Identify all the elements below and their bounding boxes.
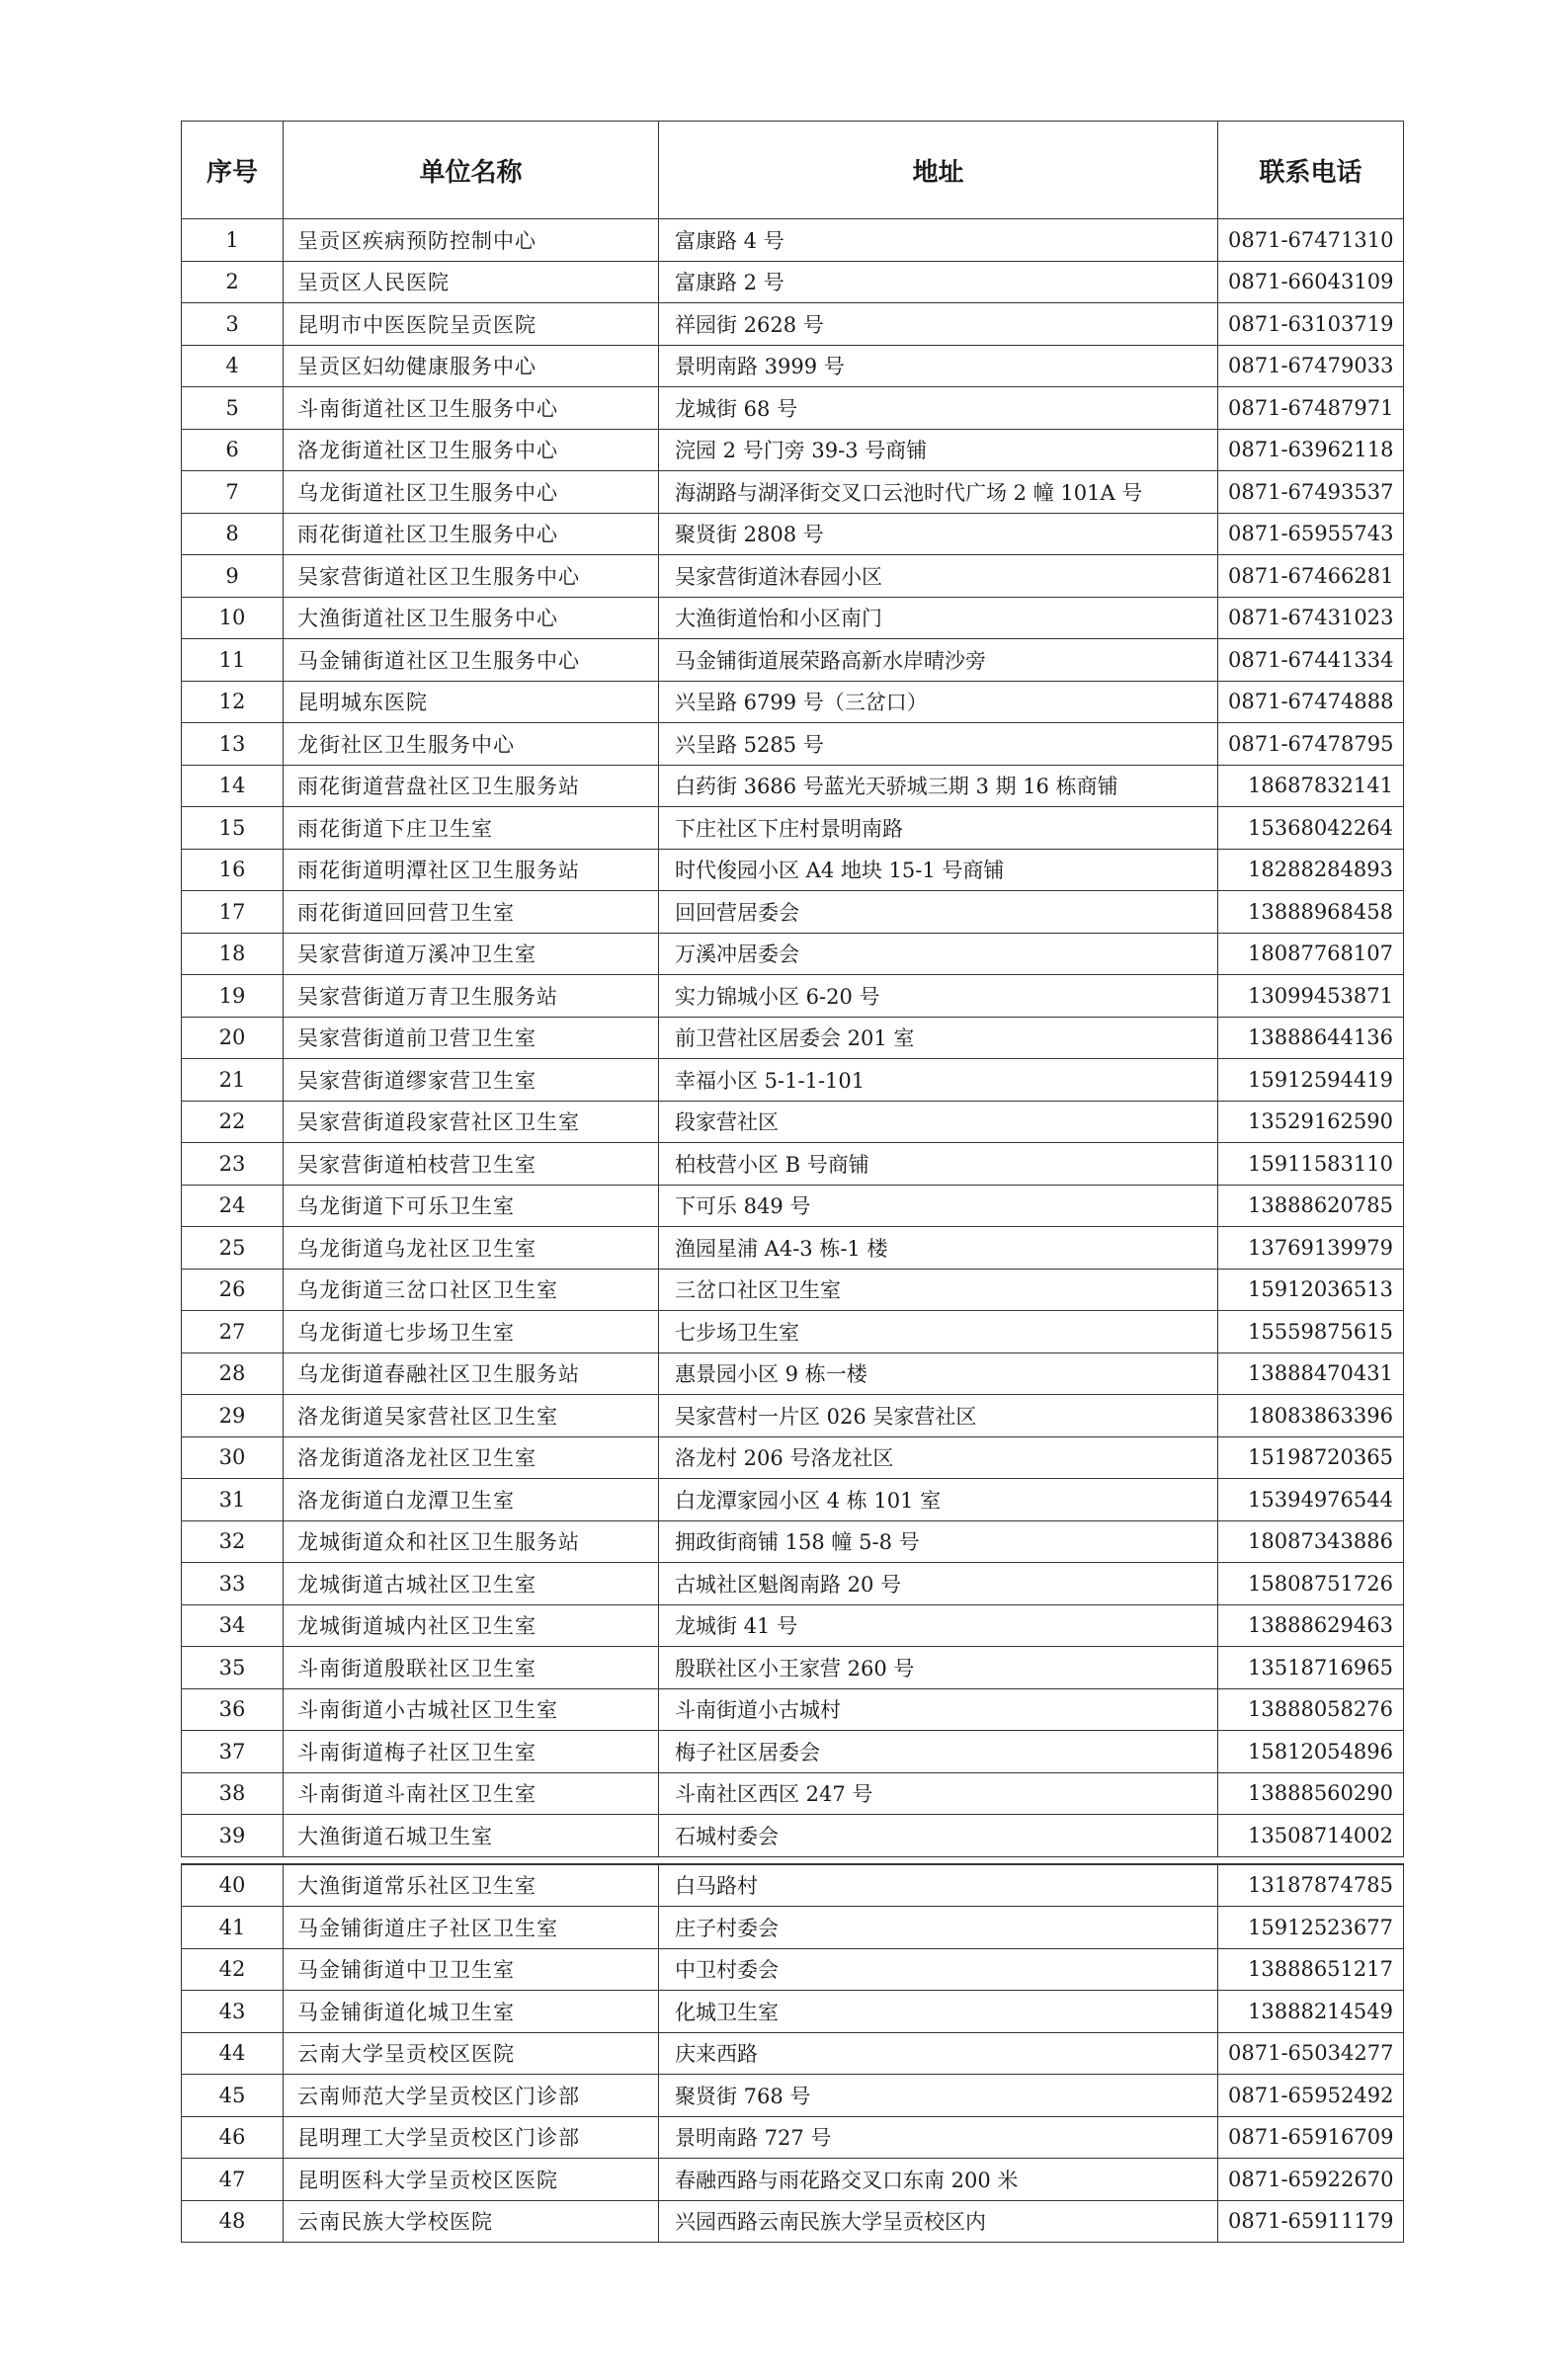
cell-name: 呈贡区疾病预防控制中心 <box>284 219 659 262</box>
cell-name: 呈贡区人民医院 <box>284 261 659 303</box>
cell-no: 42 <box>182 1948 284 1991</box>
cell-phone: 0871-67441334 <box>1218 639 1404 682</box>
table-row <box>182 261 1404 303</box>
cell-no: 35 <box>182 1647 284 1689</box>
table-row <box>182 1991 1404 2033</box>
cell-no: 32 <box>182 1520 284 1563</box>
cell-no: 48 <box>182 2200 284 2243</box>
cell-address: 白龙潭家园小区 4 栋 101 室 <box>659 1479 1218 1521</box>
cell-name: 大渔街道常乐社区卫生室 <box>284 1864 659 1907</box>
cell-phone: 0871-65911179 <box>1218 2200 1404 2243</box>
cell-address: 三岔口社区卫生室 <box>659 1269 1218 1311</box>
cell-address: 春融西路与雨花路交叉口东南 200 米 <box>659 2159 1218 2201</box>
cell-phone: 13888058276 <box>1218 1688 1404 1731</box>
cell-name: 雨花街道明潭社区卫生服务站 <box>284 849 659 891</box>
cell-no: 27 <box>182 1311 284 1353</box>
table-row <box>182 429 1404 471</box>
cell-no: 9 <box>182 555 284 598</box>
cell-name: 昆明理工大学呈贡校区门诊部 <box>284 2116 659 2159</box>
cell-no: 31 <box>182 1479 284 1521</box>
table-body <box>182 219 1404 2243</box>
cell-name: 斗南街道殷联社区卫生室 <box>284 1647 659 1689</box>
cell-address: 景明南路 727 号 <box>659 2116 1218 2159</box>
cell-name: 雨花街道下庄卫生室 <box>284 807 659 850</box>
table-row <box>182 1647 1404 1689</box>
table-row <box>182 471 1404 514</box>
gap-cell <box>182 1856 1404 1864</box>
cell-name: 吴家营街道缪家营卫生室 <box>284 1059 659 1102</box>
cell-phone: 13888620785 <box>1218 1185 1404 1227</box>
cell-address: 吴家营村一片区 026 吴家营社区 <box>659 1395 1218 1437</box>
table-row <box>182 1352 1404 1395</box>
cell-no: 10 <box>182 597 284 639</box>
cell-name: 吴家营街道社区卫生服务中心 <box>284 555 659 598</box>
cell-address: 回回营居委会 <box>659 891 1218 934</box>
cell-phone: 15808751726 <box>1218 1563 1404 1605</box>
cell-phone: 0871-65952492 <box>1218 2075 1404 2117</box>
cell-phone: 0871-67479033 <box>1218 345 1404 387</box>
table-row <box>182 2200 1404 2243</box>
table-row <box>182 1563 1404 1605</box>
cell-address: 大渔街道怡和小区南门 <box>659 597 1218 639</box>
cell-phone: 13888629463 <box>1218 1604 1404 1647</box>
cell-address: 前卫营社区居委会 201 室 <box>659 1017 1218 1059</box>
cell-address: 斗南街道小古城村 <box>659 1688 1218 1731</box>
cell-name: 雨花街道营盘社区卫生服务站 <box>284 765 659 807</box>
cell-no: 20 <box>182 1017 284 1059</box>
cell-no: 19 <box>182 975 284 1018</box>
cell-phone: 0871-63103719 <box>1218 303 1404 346</box>
table-row <box>182 1101 1404 1143</box>
institution-table-wrapper <box>181 121 1403 2243</box>
cell-address: 龙城街 68 号 <box>659 387 1218 430</box>
table-header-row <box>182 122 1404 219</box>
cell-address: 下庄社区下庄村景明南路 <box>659 807 1218 850</box>
cell-no: 13 <box>182 723 284 766</box>
cell-phone: 13187874785 <box>1218 1864 1404 1907</box>
table-row <box>182 1395 1404 1437</box>
cell-no: 22 <box>182 1101 284 1143</box>
cell-address: 白药街 3686 号蓝光天骄城三期 3 期 16 栋商铺 <box>659 765 1218 807</box>
cell-no: 18 <box>182 933 284 975</box>
cell-phone: 18087768107 <box>1218 933 1404 975</box>
cell-no: 1 <box>182 219 284 262</box>
table-row <box>182 933 1404 975</box>
institution-table <box>181 121 1404 2243</box>
cell-no: 2 <box>182 261 284 303</box>
table-row <box>182 1185 1404 1227</box>
cell-name: 马金铺街道庄子社区卫生室 <box>284 1907 659 1949</box>
cell-address: 渔园星浦 A4-3 栋-1 楼 <box>659 1227 1218 1270</box>
cell-name: 吴家营街道万溪冲卫生室 <box>284 933 659 975</box>
cell-address: 柏枝营小区 B 号商铺 <box>659 1143 1218 1186</box>
header-phone: 联系电话 <box>1218 122 1404 219</box>
cell-no: 7 <box>182 471 284 514</box>
cell-name: 洛龙街道社区卫生服务中心 <box>284 429 659 471</box>
cell-name: 雨花街道社区卫生服务中心 <box>284 513 659 555</box>
cell-name: 斗南街道小古城社区卫生室 <box>284 1688 659 1731</box>
cell-no: 15 <box>182 807 284 850</box>
cell-phone: 0871-65034277 <box>1218 2032 1404 2075</box>
cell-name: 大渔街道社区卫生服务中心 <box>284 597 659 639</box>
cell-no: 12 <box>182 681 284 723</box>
cell-name: 乌龙街道下可乐卫生室 <box>284 1185 659 1227</box>
cell-address: 兴呈路 5285 号 <box>659 723 1218 766</box>
cell-address: 下可乐 849 号 <box>659 1185 1218 1227</box>
table-row <box>182 723 1404 766</box>
cell-phone: 18087343886 <box>1218 1520 1404 1563</box>
cell-name: 大渔街道石城卫生室 <box>284 1815 659 1857</box>
table-row <box>182 303 1404 346</box>
cell-phone: 0871-65955743 <box>1218 513 1404 555</box>
table-row <box>182 1948 1404 1991</box>
cell-name: 昆明医科大学呈贡校区医院 <box>284 2159 659 2201</box>
table-row <box>182 555 1404 598</box>
cell-address: 殷联社区小王家营 260 号 <box>659 1647 1218 1689</box>
cell-address: 聚贤街 2808 号 <box>659 513 1218 555</box>
cell-address: 兴呈路 6799 号（三岔口） <box>659 681 1218 723</box>
table-row <box>182 1520 1404 1563</box>
cell-no: 44 <box>182 2032 284 2075</box>
cell-address: 实力锦城小区 6-20 号 <box>659 975 1218 1018</box>
cell-address: 万溪冲居委会 <box>659 933 1218 975</box>
cell-phone: 15368042264 <box>1218 807 1404 850</box>
cell-no: 4 <box>182 345 284 387</box>
cell-phone: 0871-67431023 <box>1218 597 1404 639</box>
header-name: 单位名称 <box>284 122 659 219</box>
table-row <box>182 849 1404 891</box>
cell-no: 39 <box>182 1815 284 1857</box>
table-row <box>182 1731 1404 1773</box>
header-address: 地址 <box>659 122 1218 219</box>
cell-no: 45 <box>182 2075 284 2117</box>
cell-phone: 15912036513 <box>1218 1269 1404 1311</box>
cell-no: 40 <box>182 1864 284 1907</box>
cell-name: 龙街社区卫生服务中心 <box>284 723 659 766</box>
cell-phone: 15911583110 <box>1218 1143 1404 1186</box>
cell-address: 富康路 2 号 <box>659 261 1218 303</box>
table-row <box>182 807 1404 850</box>
cell-address: 中卫村委会 <box>659 1948 1218 1991</box>
cell-name: 乌龙街道七步场卫生室 <box>284 1311 659 1353</box>
cell-address: 洛龙村 206 号洛龙社区 <box>659 1436 1218 1479</box>
cell-address: 斗南社区西区 247 号 <box>659 1772 1218 1815</box>
cell-no: 30 <box>182 1436 284 1479</box>
cell-phone: 15394976544 <box>1218 1479 1404 1521</box>
table-row <box>182 1311 1404 1353</box>
cell-name: 斗南街道斗南社区卫生室 <box>284 1772 659 1815</box>
table-row <box>182 1772 1404 1815</box>
cell-no: 14 <box>182 765 284 807</box>
table-row <box>182 639 1404 682</box>
cell-address: 吴家营街道沐春园小区 <box>659 555 1218 598</box>
cell-no: 46 <box>182 2116 284 2159</box>
cell-no: 21 <box>182 1059 284 1102</box>
table-row <box>182 387 1404 430</box>
table-row <box>182 1017 1404 1059</box>
cell-address: 段家营社区 <box>659 1101 1218 1143</box>
cell-address: 龙城街 41 号 <box>659 1604 1218 1647</box>
cell-phone: 13888651217 <box>1218 1948 1404 1991</box>
cell-phone: 0871-66043109 <box>1218 261 1404 303</box>
cell-phone: 15812054896 <box>1218 1731 1404 1773</box>
cell-phone: 0871-67493537 <box>1218 471 1404 514</box>
table-row <box>182 2075 1404 2117</box>
table-row <box>182 1436 1404 1479</box>
cell-name: 马金铺街道中卫卫生室 <box>284 1948 659 1991</box>
cell-name: 呈贡区妇幼健康服务中心 <box>284 345 659 387</box>
cell-address: 富康路 4 号 <box>659 219 1218 262</box>
cell-phone: 13099453871 <box>1218 975 1404 1018</box>
table-row <box>182 513 1404 555</box>
table-row <box>182 1059 1404 1102</box>
cell-name: 马金铺街道社区卫生服务中心 <box>284 639 659 682</box>
cell-address: 庆来西路 <box>659 2032 1218 2075</box>
cell-name: 乌龙街道乌龙社区卫生室 <box>284 1227 659 1270</box>
table-row <box>182 765 1404 807</box>
cell-name: 昆明城东医院 <box>284 681 659 723</box>
cell-no: 41 <box>182 1907 284 1949</box>
cell-name: 洛龙街道白龙潭卫生室 <box>284 1479 659 1521</box>
cell-address: 古城社区魁阁南路 20 号 <box>659 1563 1218 1605</box>
cell-phone: 13518716965 <box>1218 1647 1404 1689</box>
cell-name: 龙城街道众和社区卫生服务站 <box>284 1520 659 1563</box>
table-row <box>182 2032 1404 2075</box>
table-row <box>182 345 1404 387</box>
cell-phone: 13888644136 <box>1218 1017 1404 1059</box>
cell-address: 马金铺街道展荣路高新水岸晴沙旁 <box>659 639 1218 682</box>
cell-no: 43 <box>182 1991 284 2033</box>
cell-address: 石城村委会 <box>659 1815 1218 1857</box>
cell-no: 47 <box>182 2159 284 2201</box>
table-row <box>182 1479 1404 1521</box>
cell-no: 8 <box>182 513 284 555</box>
cell-name: 吴家营街道柏枝营卫生室 <box>284 1143 659 1186</box>
cell-address: 梅子社区居委会 <box>659 1731 1218 1773</box>
table-row <box>182 975 1404 1018</box>
cell-no: 29 <box>182 1395 284 1437</box>
cell-address: 海湖路与湖泽街交叉口云池时代广场 2 幢 101A 号 <box>659 471 1218 514</box>
cell-phone: 18687832141 <box>1218 765 1404 807</box>
cell-phone: 18083863396 <box>1218 1395 1404 1437</box>
cell-no: 16 <box>182 849 284 891</box>
table-row <box>182 891 1404 934</box>
cell-no: 5 <box>182 387 284 430</box>
cell-no: 23 <box>182 1143 284 1186</box>
cell-phone: 0871-67487971 <box>1218 387 1404 430</box>
table-row <box>182 219 1404 262</box>
table-row <box>182 681 1404 723</box>
cell-address: 拥政街商铺 158 幢 5-8 号 <box>659 1520 1218 1563</box>
cell-no: 11 <box>182 639 284 682</box>
cell-phone: 15198720365 <box>1218 1436 1404 1479</box>
cell-phone: 13888214549 <box>1218 1991 1404 2033</box>
table-row <box>182 1907 1404 1949</box>
table-row <box>182 597 1404 639</box>
cell-address: 聚贤街 768 号 <box>659 2075 1218 2117</box>
cell-phone: 0871-67478795 <box>1218 723 1404 766</box>
cell-phone: 0871-65916709 <box>1218 2116 1404 2159</box>
cell-no: 36 <box>182 1688 284 1731</box>
cell-name: 洛龙街道洛龙社区卫生室 <box>284 1436 659 1479</box>
cell-address: 庄子村委会 <box>659 1907 1218 1949</box>
cell-no: 3 <box>182 303 284 346</box>
cell-name: 乌龙街道春融社区卫生服务站 <box>284 1352 659 1395</box>
cell-name: 斗南街道梅子社区卫生室 <box>284 1731 659 1773</box>
cell-phone: 18288284893 <box>1218 849 1404 891</box>
cell-name: 吴家营街道段家营社区卫生室 <box>284 1101 659 1143</box>
cell-no: 37 <box>182 1731 284 1773</box>
table-row <box>182 1815 1404 1857</box>
cell-no: 28 <box>182 1352 284 1395</box>
table-row <box>182 1688 1404 1731</box>
cell-phone: 0871-65922670 <box>1218 2159 1404 2201</box>
cell-phone: 15912594419 <box>1218 1059 1404 1102</box>
cell-no: 34 <box>182 1604 284 1647</box>
cell-phone: 0871-63962118 <box>1218 429 1404 471</box>
cell-address: 白马路村 <box>659 1864 1218 1907</box>
table-row <box>182 1864 1404 1907</box>
cell-phone: 13888968458 <box>1218 891 1404 934</box>
cell-name: 龙城街道城内社区卫生室 <box>284 1604 659 1647</box>
cell-name: 吴家营街道前卫营卫生室 <box>284 1017 659 1059</box>
cell-phone: 13888470431 <box>1218 1352 1404 1395</box>
table-row <box>182 2159 1404 2201</box>
cell-name: 龙城街道古城社区卫生室 <box>284 1563 659 1605</box>
cell-address: 浣园 2 号门旁 39-3 号商铺 <box>659 429 1218 471</box>
cell-address: 祥园街 2628 号 <box>659 303 1218 346</box>
cell-no: 6 <box>182 429 284 471</box>
cell-address: 时代俊园小区 A4 地块 15-1 号商铺 <box>659 849 1218 891</box>
table-row <box>182 1269 1404 1311</box>
cell-no: 25 <box>182 1227 284 1270</box>
cell-name: 云南师范大学呈贡校区门诊部 <box>284 2075 659 2117</box>
cell-no: 24 <box>182 1185 284 1227</box>
header-no: 序号 <box>182 122 284 219</box>
cell-address: 幸福小区 5-1-1-101 <box>659 1059 1218 1102</box>
cell-name: 雨花街道回回营卫生室 <box>284 891 659 934</box>
cell-name: 云南大学呈贡校区医院 <box>284 2032 659 2075</box>
cell-phone: 0871-67474888 <box>1218 681 1404 723</box>
cell-address: 兴园西路云南民族大学呈贡校区内 <box>659 2200 1218 2243</box>
table-row <box>182 1143 1404 1186</box>
cell-name: 云南民族大学校医院 <box>284 2200 659 2243</box>
cell-phone: 0871-67471310 <box>1218 219 1404 262</box>
cell-phone: 15559875615 <box>1218 1311 1404 1353</box>
table-row <box>182 2116 1404 2159</box>
cell-no: 17 <box>182 891 284 934</box>
table-row <box>182 1227 1404 1270</box>
cell-name: 昆明市中医医院呈贡医院 <box>284 303 659 346</box>
cell-phone: 13529162590 <box>1218 1101 1404 1143</box>
cell-phone: 15912523677 <box>1218 1907 1404 1949</box>
cell-no: 33 <box>182 1563 284 1605</box>
cell-no: 38 <box>182 1772 284 1815</box>
cell-phone: 13769139979 <box>1218 1227 1404 1270</box>
cell-name: 斗南街道社区卫生服务中心 <box>284 387 659 430</box>
cell-name: 乌龙街道社区卫生服务中心 <box>284 471 659 514</box>
cell-phone: 13888560290 <box>1218 1772 1404 1815</box>
cell-address: 七步场卫生室 <box>659 1311 1218 1353</box>
cell-address: 惠景园小区 9 栋一楼 <box>659 1352 1218 1395</box>
cell-address: 化城卫生室 <box>659 1991 1218 2033</box>
cell-address: 景明南路 3999 号 <box>659 345 1218 387</box>
cell-name: 洛龙街道吴家营社区卫生室 <box>284 1395 659 1437</box>
cell-name: 马金铺街道化城卫生室 <box>284 1991 659 2033</box>
cell-name: 乌龙街道三岔口社区卫生室 <box>284 1269 659 1311</box>
cell-phone: 13508714002 <box>1218 1815 1404 1857</box>
page-break-gap <box>182 1856 1404 1864</box>
cell-name: 吴家营街道万青卫生服务站 <box>284 975 659 1018</box>
table-row <box>182 1604 1404 1647</box>
cell-no: 26 <box>182 1269 284 1311</box>
cell-phone: 0871-67466281 <box>1218 555 1404 598</box>
